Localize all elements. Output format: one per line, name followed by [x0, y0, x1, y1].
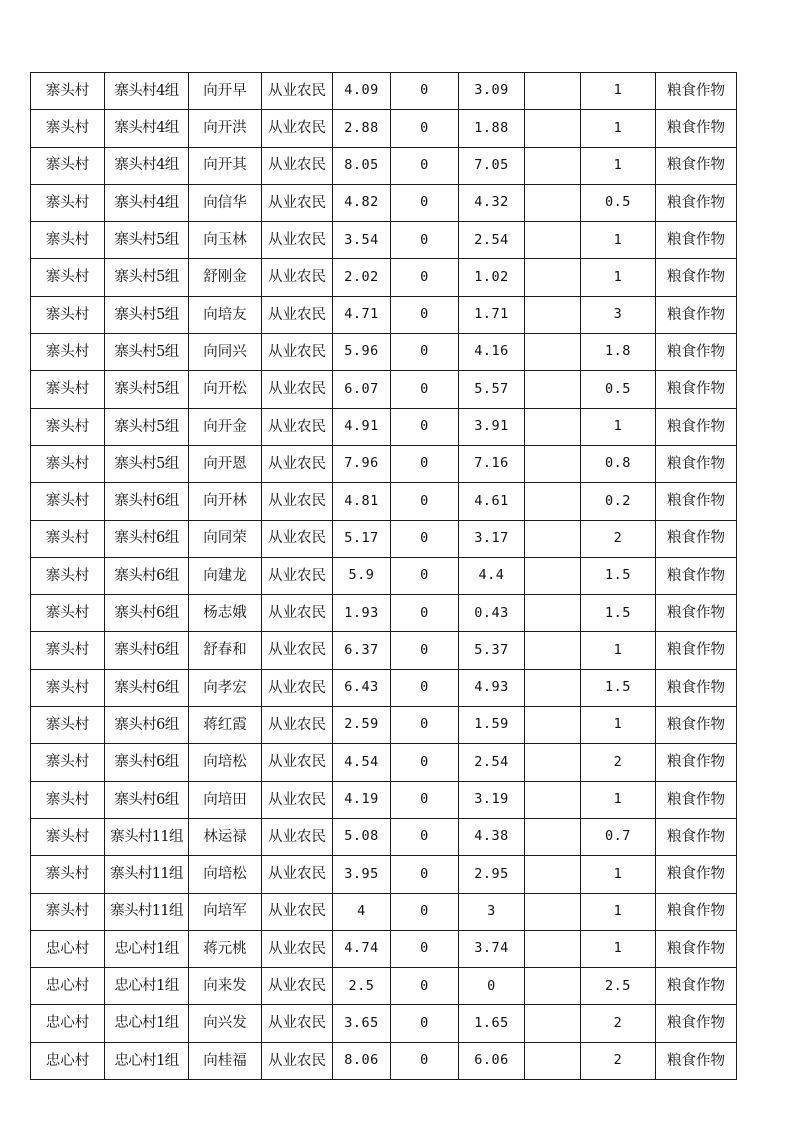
village-cell: 寨头村 — [31, 856, 105, 893]
crop-type-cell: 粮食作物 — [656, 147, 737, 184]
type-cell: 从业农民 — [262, 893, 333, 930]
type-cell: 从业农民 — [262, 147, 333, 184]
value-cell-2: 0 — [391, 669, 459, 706]
crop-type-cell: 粮食作物 — [656, 1042, 737, 1079]
name-cell: 向兴发 — [189, 1005, 262, 1042]
crop-type-cell: 粮食作物 — [656, 520, 737, 557]
value-cell-2: 0 — [391, 930, 459, 967]
value-cell-4 — [525, 818, 581, 855]
type-cell: 从业农民 — [262, 110, 333, 147]
value-cell-5: 1 — [581, 632, 656, 669]
table-row — [31, 744, 737, 781]
crop-type-cell: 粮食作物 — [656, 73, 737, 110]
value-cell-5: 1 — [581, 110, 656, 147]
table-row — [31, 222, 737, 259]
value-cell-5: 3 — [581, 296, 656, 333]
value-cell-5: 1 — [581, 408, 656, 445]
value-cell-3: 1.88 — [459, 110, 525, 147]
type-cell: 从业农民 — [262, 1005, 333, 1042]
group-cell: 寨头村6组 — [105, 707, 189, 744]
value-cell-2: 0 — [391, 73, 459, 110]
total-area-cell: 1.93 — [333, 595, 391, 632]
type-cell: 从业农民 — [262, 707, 333, 744]
table-row — [31, 632, 737, 669]
group-cell: 寨头村6组 — [105, 557, 189, 594]
total-area-cell: 4.09 — [333, 73, 391, 110]
type-cell: 从业农民 — [262, 445, 333, 482]
value-cell-2: 0 — [391, 184, 459, 221]
total-area-cell: 5.17 — [333, 520, 391, 557]
value-cell-2: 0 — [391, 632, 459, 669]
value-cell-4 — [525, 968, 581, 1005]
name-cell: 向来发 — [189, 968, 262, 1005]
value-cell-5: 1.5 — [581, 595, 656, 632]
group-cell: 寨头村5组 — [105, 222, 189, 259]
type-cell: 从业农民 — [262, 818, 333, 855]
total-area-cell: 4.71 — [333, 296, 391, 333]
value-cell-2: 0 — [391, 371, 459, 408]
table-row — [31, 781, 737, 818]
value-cell-3: 3.74 — [459, 930, 525, 967]
type-cell: 从业农民 — [262, 296, 333, 333]
value-cell-5: 2 — [581, 1005, 656, 1042]
crop-type-cell: 粮食作物 — [656, 445, 737, 482]
table-row — [31, 520, 737, 557]
value-cell-3: 4.93 — [459, 669, 525, 706]
name-cell: 舒刚金 — [189, 259, 262, 296]
value-cell-4 — [525, 259, 581, 296]
value-cell-4 — [525, 744, 581, 781]
value-cell-4 — [525, 296, 581, 333]
village-cell: 寨头村 — [31, 557, 105, 594]
total-area-cell: 2.02 — [333, 259, 391, 296]
table-row — [31, 1005, 737, 1042]
table-row — [31, 73, 737, 110]
total-area-cell: 2.59 — [333, 707, 391, 744]
total-area-cell: 3.65 — [333, 1005, 391, 1042]
name-cell: 向培松 — [189, 744, 262, 781]
value-cell-5: 1 — [581, 259, 656, 296]
value-cell-4 — [525, 781, 581, 818]
crop-type-cell: 粮食作物 — [656, 595, 737, 632]
value-cell-5: 1.5 — [581, 669, 656, 706]
village-cell: 寨头村 — [31, 147, 105, 184]
group-cell: 寨头村4组 — [105, 184, 189, 221]
type-cell: 从业农民 — [262, 259, 333, 296]
village-cell: 寨头村 — [31, 73, 105, 110]
value-cell-2: 0 — [391, 483, 459, 520]
value-cell-3: 2.54 — [459, 744, 525, 781]
value-cell-4 — [525, 184, 581, 221]
name-cell: 向开早 — [189, 73, 262, 110]
name-cell: 向桂福 — [189, 1042, 262, 1079]
value-cell-4 — [525, 110, 581, 147]
village-cell: 寨头村 — [31, 595, 105, 632]
value-cell-4 — [525, 595, 581, 632]
group-cell: 寨头村6组 — [105, 520, 189, 557]
value-cell-3: 3.91 — [459, 408, 525, 445]
name-cell: 向玉林 — [189, 222, 262, 259]
name-cell: 向培松 — [189, 856, 262, 893]
village-cell: 寨头村 — [31, 222, 105, 259]
value-cell-4 — [525, 1042, 581, 1079]
value-cell-5: 1.8 — [581, 334, 656, 371]
type-cell: 从业农民 — [262, 334, 333, 371]
value-cell-3: 1.59 — [459, 707, 525, 744]
value-cell-3: 0.43 — [459, 595, 525, 632]
name-cell: 蒋红霞 — [189, 707, 262, 744]
name-cell: 向建龙 — [189, 557, 262, 594]
value-cell-4 — [525, 445, 581, 482]
crop-type-cell: 粮食作物 — [656, 259, 737, 296]
total-area-cell: 5.9 — [333, 557, 391, 594]
value-cell-3: 1.71 — [459, 296, 525, 333]
table-row — [31, 259, 737, 296]
table-row — [31, 184, 737, 221]
value-cell-2: 0 — [391, 445, 459, 482]
value-cell-2: 0 — [391, 408, 459, 445]
value-cell-2: 0 — [391, 856, 459, 893]
value-cell-4 — [525, 632, 581, 669]
village-cell: 寨头村 — [31, 707, 105, 744]
value-cell-2: 0 — [391, 707, 459, 744]
value-cell-2: 0 — [391, 818, 459, 855]
group-cell: 寨头村5组 — [105, 334, 189, 371]
value-cell-2: 0 — [391, 968, 459, 1005]
village-cell: 寨头村 — [31, 744, 105, 781]
value-cell-2: 0 — [391, 595, 459, 632]
value-cell-3: 4.38 — [459, 818, 525, 855]
crop-type-cell: 粮食作物 — [656, 222, 737, 259]
group-cell: 寨头村11组 — [105, 893, 189, 930]
village-cell: 寨头村 — [31, 818, 105, 855]
group-cell: 寨头村11组 — [105, 818, 189, 855]
type-cell: 从业农民 — [262, 371, 333, 408]
total-area-cell: 7.96 — [333, 445, 391, 482]
crop-type-cell: 粮食作物 — [656, 968, 737, 1005]
value-cell-4 — [525, 334, 581, 371]
value-cell-2: 0 — [391, 222, 459, 259]
table-row — [31, 893, 737, 930]
village-cell: 寨头村 — [31, 296, 105, 333]
group-cell: 寨头村4组 — [105, 147, 189, 184]
total-area-cell: 3.54 — [333, 222, 391, 259]
type-cell: 从业农民 — [262, 968, 333, 1005]
name-cell: 向开松 — [189, 371, 262, 408]
total-area-cell: 4.54 — [333, 744, 391, 781]
value-cell-5: 1 — [581, 73, 656, 110]
group-cell: 忠心村1组 — [105, 1005, 189, 1042]
group-cell: 寨头村6组 — [105, 669, 189, 706]
type-cell: 从业农民 — [262, 483, 333, 520]
value-cell-5: 1 — [581, 893, 656, 930]
value-cell-3: 4.61 — [459, 483, 525, 520]
name-cell: 向开金 — [189, 408, 262, 445]
crop-type-cell: 粮食作物 — [656, 669, 737, 706]
table-row — [31, 595, 737, 632]
total-area-cell: 5.08 — [333, 818, 391, 855]
value-cell-2: 0 — [391, 147, 459, 184]
type-cell: 从业农民 — [262, 930, 333, 967]
type-cell: 从业农民 — [262, 222, 333, 259]
village-cell: 寨头村 — [31, 110, 105, 147]
value-cell-4 — [525, 371, 581, 408]
name-cell: 向同荣 — [189, 520, 262, 557]
crop-type-cell: 粮食作物 — [656, 483, 737, 520]
total-area-cell: 4.81 — [333, 483, 391, 520]
name-cell: 舒春和 — [189, 632, 262, 669]
village-cell: 寨头村 — [31, 184, 105, 221]
crop-type-cell: 粮食作物 — [656, 371, 737, 408]
crop-type-cell: 粮食作物 — [656, 818, 737, 855]
table-row — [31, 371, 737, 408]
table-body — [31, 73, 737, 1080]
value-cell-4 — [525, 1005, 581, 1042]
value-cell-4 — [525, 856, 581, 893]
name-cell: 向培军 — [189, 893, 262, 930]
table-row — [31, 147, 737, 184]
value-cell-3: 3.09 — [459, 73, 525, 110]
group-cell: 忠心村1组 — [105, 968, 189, 1005]
name-cell: 向开恩 — [189, 445, 262, 482]
type-cell: 从业农民 — [262, 73, 333, 110]
value-cell-3: 5.37 — [459, 632, 525, 669]
value-cell-4 — [525, 483, 581, 520]
value-cell-5: 1.5 — [581, 557, 656, 594]
name-cell: 向同兴 — [189, 334, 262, 371]
type-cell: 从业农民 — [262, 1042, 333, 1079]
type-cell: 从业农民 — [262, 557, 333, 594]
crop-type-cell: 粮食作物 — [656, 744, 737, 781]
name-cell: 向培友 — [189, 296, 262, 333]
village-cell: 寨头村 — [31, 371, 105, 408]
group-cell: 寨头村4组 — [105, 73, 189, 110]
type-cell: 从业农民 — [262, 632, 333, 669]
type-cell: 从业农民 — [262, 595, 333, 632]
farmer-land-table — [30, 72, 737, 1080]
value-cell-2: 0 — [391, 893, 459, 930]
type-cell: 从业农民 — [262, 856, 333, 893]
value-cell-3: 6.06 — [459, 1042, 525, 1079]
village-cell: 寨头村 — [31, 520, 105, 557]
value-cell-5: 0.8 — [581, 445, 656, 482]
total-area-cell: 4.82 — [333, 184, 391, 221]
name-cell: 向信华 — [189, 184, 262, 221]
value-cell-4 — [525, 147, 581, 184]
name-cell: 向孝宏 — [189, 669, 262, 706]
total-area-cell: 8.05 — [333, 147, 391, 184]
type-cell: 从业农民 — [262, 184, 333, 221]
group-cell: 寨头村5组 — [105, 259, 189, 296]
value-cell-3: 1.02 — [459, 259, 525, 296]
table-row — [31, 334, 737, 371]
value-cell-5: 0.2 — [581, 483, 656, 520]
table-row — [31, 707, 737, 744]
table-row — [31, 408, 737, 445]
value-cell-3: 4.32 — [459, 184, 525, 221]
value-cell-3: 3.19 — [459, 781, 525, 818]
value-cell-5: 1 — [581, 781, 656, 818]
village-cell: 寨头村 — [31, 334, 105, 371]
crop-type-cell: 粮食作物 — [656, 296, 737, 333]
value-cell-3: 3.17 — [459, 520, 525, 557]
group-cell: 寨头村5组 — [105, 408, 189, 445]
value-cell-5: 0.5 — [581, 371, 656, 408]
table-row — [31, 483, 737, 520]
table-row — [31, 968, 737, 1005]
type-cell: 从业农民 — [262, 781, 333, 818]
total-area-cell: 2.5 — [333, 968, 391, 1005]
group-cell: 寨头村6组 — [105, 632, 189, 669]
value-cell-4 — [525, 669, 581, 706]
value-cell-3: 7.05 — [459, 147, 525, 184]
crop-type-cell: 粮食作物 — [656, 632, 737, 669]
total-area-cell: 4.91 — [333, 408, 391, 445]
table-row — [31, 856, 737, 893]
value-cell-5: 1 — [581, 707, 656, 744]
village-cell: 寨头村 — [31, 781, 105, 818]
group-cell: 寨头村4组 — [105, 110, 189, 147]
village-cell: 寨头村 — [31, 483, 105, 520]
type-cell: 从业农民 — [262, 408, 333, 445]
value-cell-3: 7.16 — [459, 445, 525, 482]
value-cell-3: 0 — [459, 968, 525, 1005]
total-area-cell: 3.95 — [333, 856, 391, 893]
name-cell: 向开洪 — [189, 110, 262, 147]
name-cell: 杨志娥 — [189, 595, 262, 632]
value-cell-5: 1 — [581, 930, 656, 967]
total-area-cell: 4.19 — [333, 781, 391, 818]
village-cell: 寨头村 — [31, 893, 105, 930]
group-cell: 忠心村1组 — [105, 930, 189, 967]
value-cell-4 — [525, 520, 581, 557]
value-cell-5: 1 — [581, 222, 656, 259]
value-cell-2: 0 — [391, 744, 459, 781]
table-row — [31, 110, 737, 147]
village-cell: 寨头村 — [31, 669, 105, 706]
type-cell: 从业农民 — [262, 669, 333, 706]
value-cell-3: 5.57 — [459, 371, 525, 408]
value-cell-2: 0 — [391, 334, 459, 371]
total-area-cell: 6.07 — [333, 371, 391, 408]
value-cell-2: 0 — [391, 110, 459, 147]
group-cell: 寨头村5组 — [105, 296, 189, 333]
table-row — [31, 669, 737, 706]
name-cell: 向培田 — [189, 781, 262, 818]
group-cell: 寨头村6组 — [105, 781, 189, 818]
group-cell: 寨头村11组 — [105, 856, 189, 893]
value-cell-4 — [525, 707, 581, 744]
total-area-cell: 2.88 — [333, 110, 391, 147]
table-row — [31, 930, 737, 967]
village-cell: 忠心村 — [31, 968, 105, 1005]
value-cell-5: 2 — [581, 1042, 656, 1079]
value-cell-4 — [525, 930, 581, 967]
value-cell-3: 1.65 — [459, 1005, 525, 1042]
table-row — [31, 296, 737, 333]
table-row — [31, 1042, 737, 1079]
crop-type-cell: 粮食作物 — [656, 856, 737, 893]
value-cell-4 — [525, 893, 581, 930]
value-cell-2: 0 — [391, 259, 459, 296]
village-cell: 寨头村 — [31, 259, 105, 296]
crop-type-cell: 粮食作物 — [656, 707, 737, 744]
total-area-cell: 6.37 — [333, 632, 391, 669]
name-cell: 向开林 — [189, 483, 262, 520]
type-cell: 从业农民 — [262, 520, 333, 557]
village-cell: 忠心村 — [31, 930, 105, 967]
value-cell-3: 4.16 — [459, 334, 525, 371]
value-cell-3: 2.54 — [459, 222, 525, 259]
value-cell-2: 0 — [391, 1042, 459, 1079]
table-row — [31, 557, 737, 594]
value-cell-5: 2 — [581, 520, 656, 557]
table-row — [31, 445, 737, 482]
value-cell-5: 1 — [581, 856, 656, 893]
total-area-cell: 5.96 — [333, 334, 391, 371]
value-cell-2: 0 — [391, 557, 459, 594]
value-cell-2: 0 — [391, 296, 459, 333]
village-cell: 寨头村 — [31, 632, 105, 669]
village-cell: 寨头村 — [31, 445, 105, 482]
total-area-cell: 4 — [333, 893, 391, 930]
name-cell: 向开其 — [189, 147, 262, 184]
group-cell: 寨头村6组 — [105, 744, 189, 781]
group-cell: 忠心村1组 — [105, 1042, 189, 1079]
village-cell: 寨头村 — [31, 408, 105, 445]
total-area-cell: 8.06 — [333, 1042, 391, 1079]
crop-type-cell: 粮食作物 — [656, 184, 737, 221]
group-cell: 寨头村5组 — [105, 445, 189, 482]
value-cell-2: 0 — [391, 1005, 459, 1042]
table-row — [31, 818, 737, 855]
value-cell-5: 1 — [581, 147, 656, 184]
group-cell: 寨头村6组 — [105, 595, 189, 632]
name-cell: 林运禄 — [189, 818, 262, 855]
value-cell-5: 0.7 — [581, 818, 656, 855]
value-cell-5: 0.5 — [581, 184, 656, 221]
village-cell: 忠心村 — [31, 1005, 105, 1042]
value-cell-4 — [525, 557, 581, 594]
crop-type-cell: 粮食作物 — [656, 781, 737, 818]
crop-type-cell: 粮食作物 — [656, 1005, 737, 1042]
type-cell: 从业农民 — [262, 744, 333, 781]
group-cell: 寨头村5组 — [105, 371, 189, 408]
crop-type-cell: 粮食作物 — [656, 110, 737, 147]
crop-type-cell: 粮食作物 — [656, 893, 737, 930]
value-cell-5: 2 — [581, 744, 656, 781]
value-cell-2: 0 — [391, 781, 459, 818]
crop-type-cell: 粮食作物 — [656, 930, 737, 967]
group-cell: 寨头村6组 — [105, 483, 189, 520]
crop-type-cell: 粮食作物 — [656, 408, 737, 445]
value-cell-4 — [525, 73, 581, 110]
value-cell-3: 3 — [459, 893, 525, 930]
value-cell-3: 4.4 — [459, 557, 525, 594]
crop-type-cell: 粮食作物 — [656, 334, 737, 371]
value-cell-4 — [525, 222, 581, 259]
village-cell: 忠心村 — [31, 1042, 105, 1079]
crop-type-cell: 粮食作物 — [656, 557, 737, 594]
value-cell-2: 0 — [391, 520, 459, 557]
total-area-cell: 6.43 — [333, 669, 391, 706]
total-area-cell: 4.74 — [333, 930, 391, 967]
value-cell-4 — [525, 408, 581, 445]
value-cell-3: 2.95 — [459, 856, 525, 893]
name-cell: 蒋元桃 — [189, 930, 262, 967]
value-cell-5: 2.5 — [581, 968, 656, 1005]
